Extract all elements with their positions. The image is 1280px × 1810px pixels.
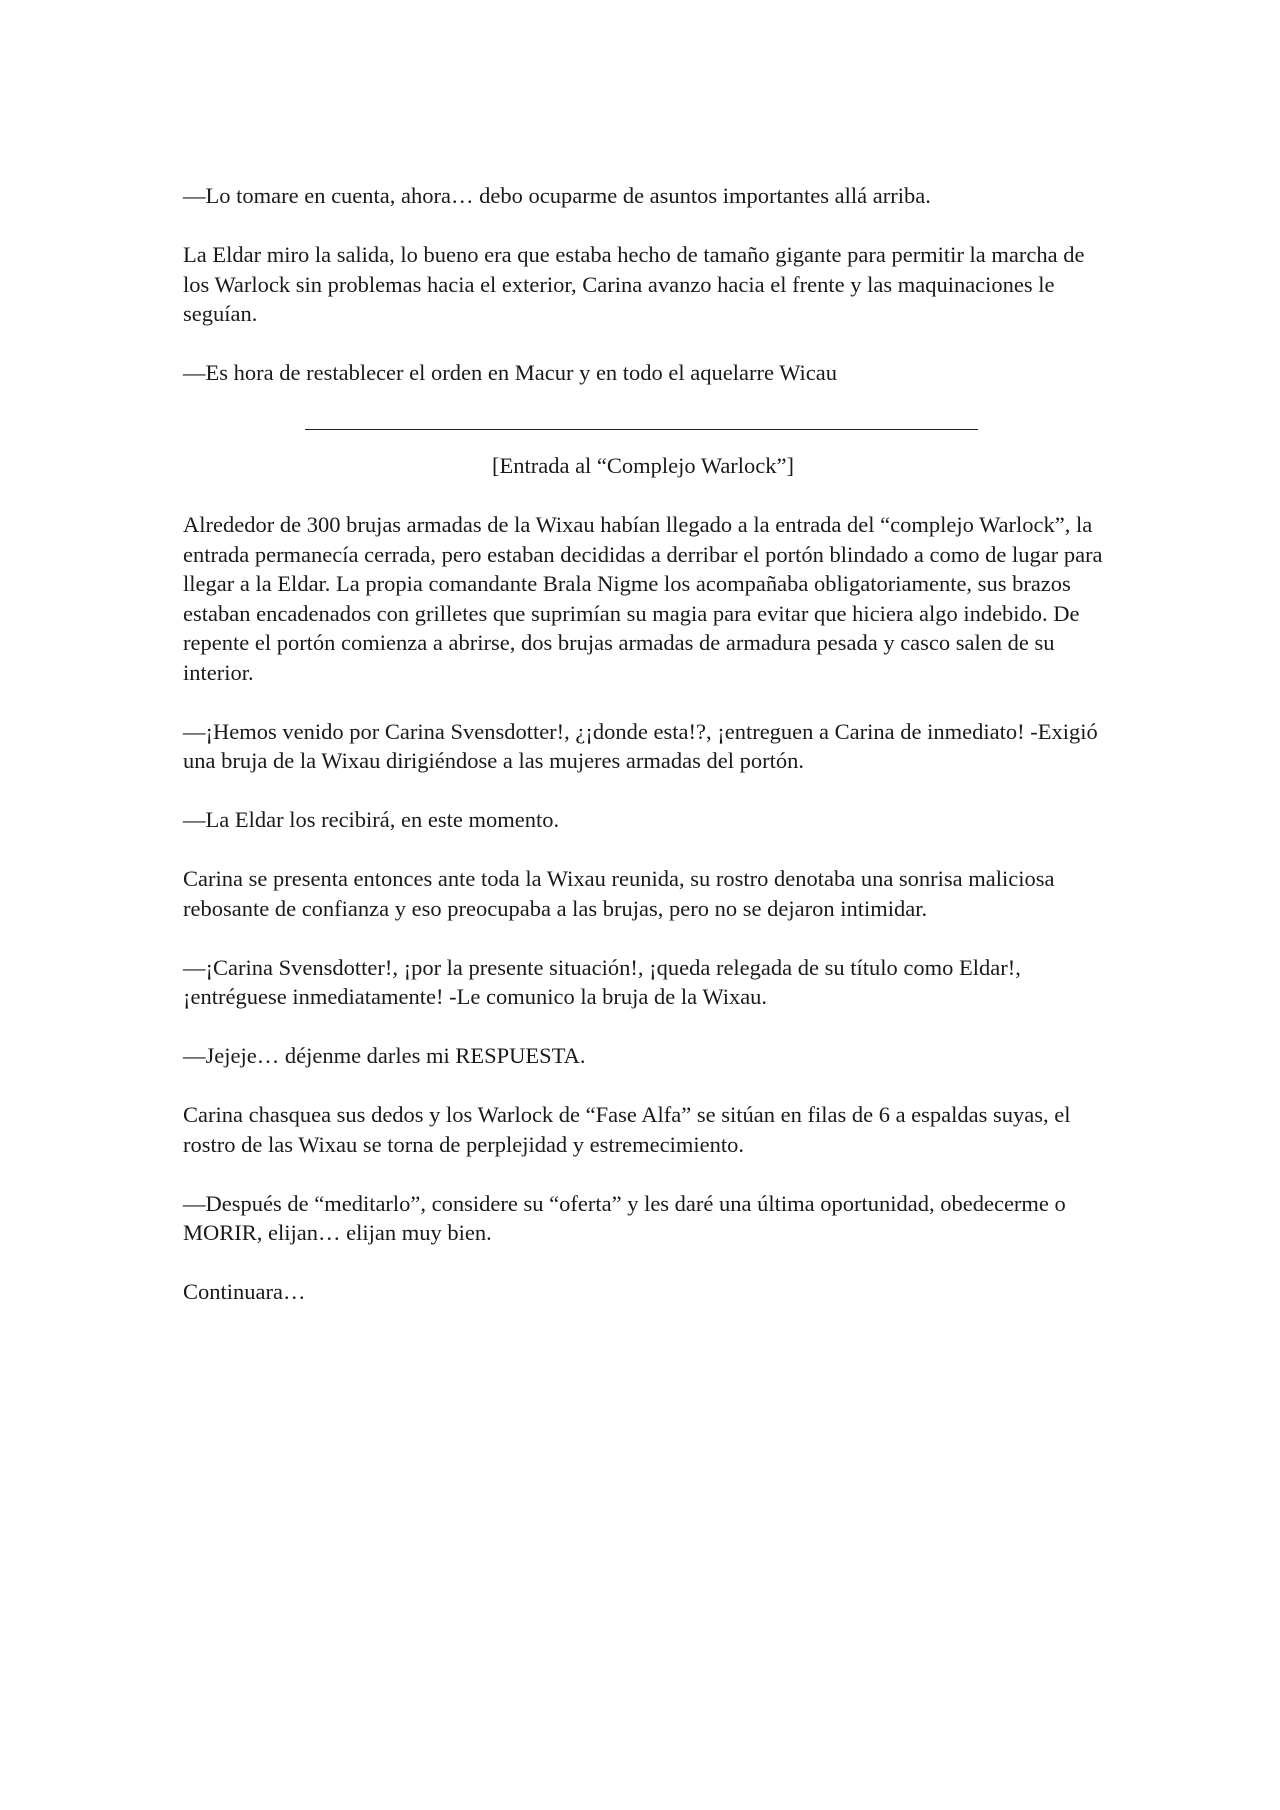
- closing-line: Continuara…: [183, 1279, 306, 1304]
- paragraph: —Lo tomare en cuenta, ahora… debo ocuparme de asuntos importantes allá arriba.: [183, 183, 931, 208]
- paragraph: —Después de “meditarlo”, considere su “oferta” y les daré una última oportunidad, obedecerme o MORIR, elijan… elijan muy bien.: [183, 1190, 1066, 1245]
- paragraph: —¡Hemos venido por Carina Svensdotter!, ¿¡donde esta!?, ¡entreguen a Carina de inmediato! -Exigió una bruja de la Wixau dirigiéndose a las mujeres armadas del portón.: [183, 718, 1098, 773]
- paragraph: —¡Carina Svensdotter!, ¡por la presente situación!, ¡queda relegada de su título como Eldar!, ¡entréguese inmediatamente! -Le comunico la bruja de la Wixau.: [183, 954, 1021, 1009]
- paragraph: —Es hora de restablecer el orden en Macur y en todo el aquelarre Wicau: [183, 360, 838, 385]
- document-body: [183, 181, 1103, 1336]
- paragraph: —Jejeje… déjenme darles mi RESPUESTA.: [183, 1043, 586, 1068]
- paragraph: —La Eldar los recibirá, en este momento.: [183, 807, 560, 832]
- section-heading: [Entrada al “Complejo Warlock”]: [491, 453, 795, 478]
- section-divider: [183, 417, 1103, 447]
- paragraph: La Eldar miro la salida, lo bueno era que estaba hecho de tamaño gigante para permitir la marcha de los Warlock sin problemas hacia el exterior, Carina avanzo hacia el frente y las maquinaciones le seguían.: [183, 242, 1085, 326]
- paragraph: Carina se presenta entonces ante toda la Wixau reunida, su rostro denotaba una sonrisa maliciosa rebosante de confianza y eso preocupaba a las brujas, pero no se dejaron intimidar.: [183, 866, 1055, 921]
- paragraph: Alrededor de 300 brujas armadas de la Wixau habían llegado a la entrada del “complejo Warlock”, la entrada permanecía cerrada, pero estaban decididas a derribar el portón blindado a como de lugar para llegar a la Eldar. La propia comandante Brala Nigme los acompañaba obligatoriamente, sus brazos estaban encadenados con grilletes que suprimían su magia para evitar que hiciera algo indebido. De repente el portón comienza a abrirse, dos brujas armadas de armadura pesada y casco salen de su interior.: [183, 512, 1103, 685]
- paragraph: Carina chasquea sus dedos y los Warlock de “Fase Alfa” se sitúan en filas de 6 a espaldas suyas, el rostro de las Wixau se torna de perplejidad y estremecimiento.: [183, 1102, 1071, 1157]
- horizontal-rule: [305, 429, 978, 430]
